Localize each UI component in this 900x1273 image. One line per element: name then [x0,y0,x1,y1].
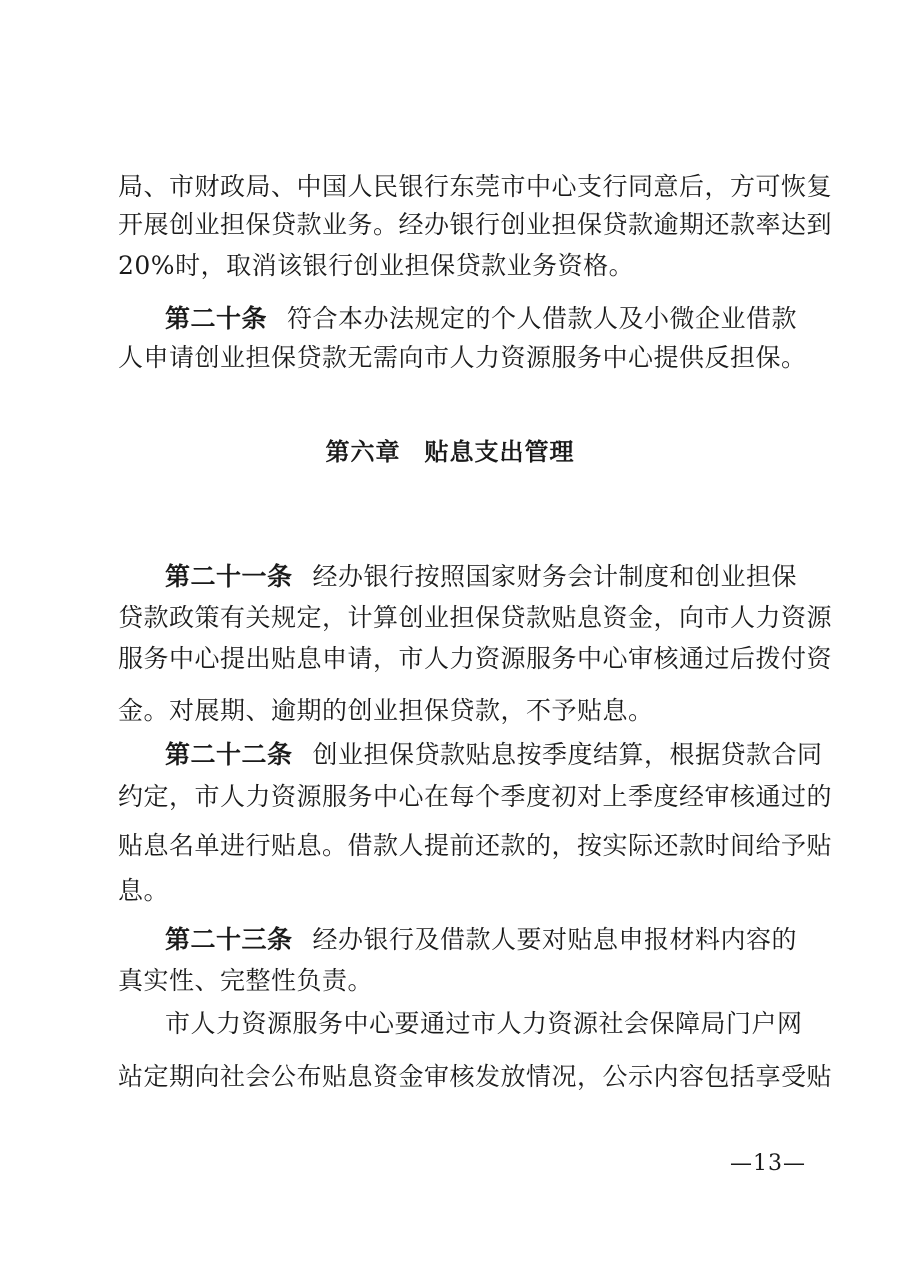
article-21-text: 经办银行按照国家财务会计制度和创业担保 [312,562,798,591]
chapter-heading [0,437,900,467]
body-line: 站定期向社会公布贴息资金审核发放情况，公示内容包括享受贴 [118,1062,833,1091]
body-line: 真实性、完整性负责。 [118,966,374,995]
body-line: 局、市财政局、中国人民银行东莞市中心支行同意后，方可恢复 [118,172,833,201]
page-number: —13— [730,1151,806,1176]
article-23-line [165,925,798,955]
paragraph-line: 市人力资源服务中心要通过市人力资源社会保障局门户网 [165,1009,803,1038]
article-21-label: 第二十一条 [165,562,293,591]
body-line: 金。对展期、逾期的创业担保贷款，不予贴息。 [118,696,654,725]
article-22-text: 创业担保贷款贴息按季度结算，根据贷款合同 [312,740,823,769]
body-line: 贷款政策有关规定，计算创业担保贷款贴息资金，向市人力资源 [118,603,833,632]
body-line: 开展创业担保贷款业务。经办银行创业担保贷款逾期还款率达到 [118,210,833,239]
chapter-title: 贴息支出管理 [424,438,575,466]
body-line: 20%时，取消该银行创业担保贷款业务资格。 [118,251,635,280]
article-23-label: 第二十三条 [165,925,293,954]
article-22-line [165,740,823,770]
body-line: 贴息名单进行贴息。借款人提前还款的，按实际还款时间给予贴 [118,831,833,860]
body-line: 人申请创业担保贷款无需向市人力资源服务中心提供反担保。 [118,343,807,372]
article-21-line [165,562,798,592]
body-line: 约定，市人力资源服务中心在每个季度初对上季度经审核通过的 [118,782,833,811]
body-line: 服务中心提出贴息申请，市人力资源服务中心审核通过后拨付资 [118,644,833,673]
article-20-text: 符合本办法规定的个人借款人及小微企业借款 [287,304,798,333]
chapter-number: 第六章 [325,438,401,466]
article-22-label: 第二十二条 [165,740,293,769]
article-23-text: 经办银行及借款人要对贴息申报材料内容的 [312,925,798,954]
body-line: 息。 [118,876,170,905]
article-20-line [165,304,798,334]
article-20-label: 第二十条 [165,304,268,333]
